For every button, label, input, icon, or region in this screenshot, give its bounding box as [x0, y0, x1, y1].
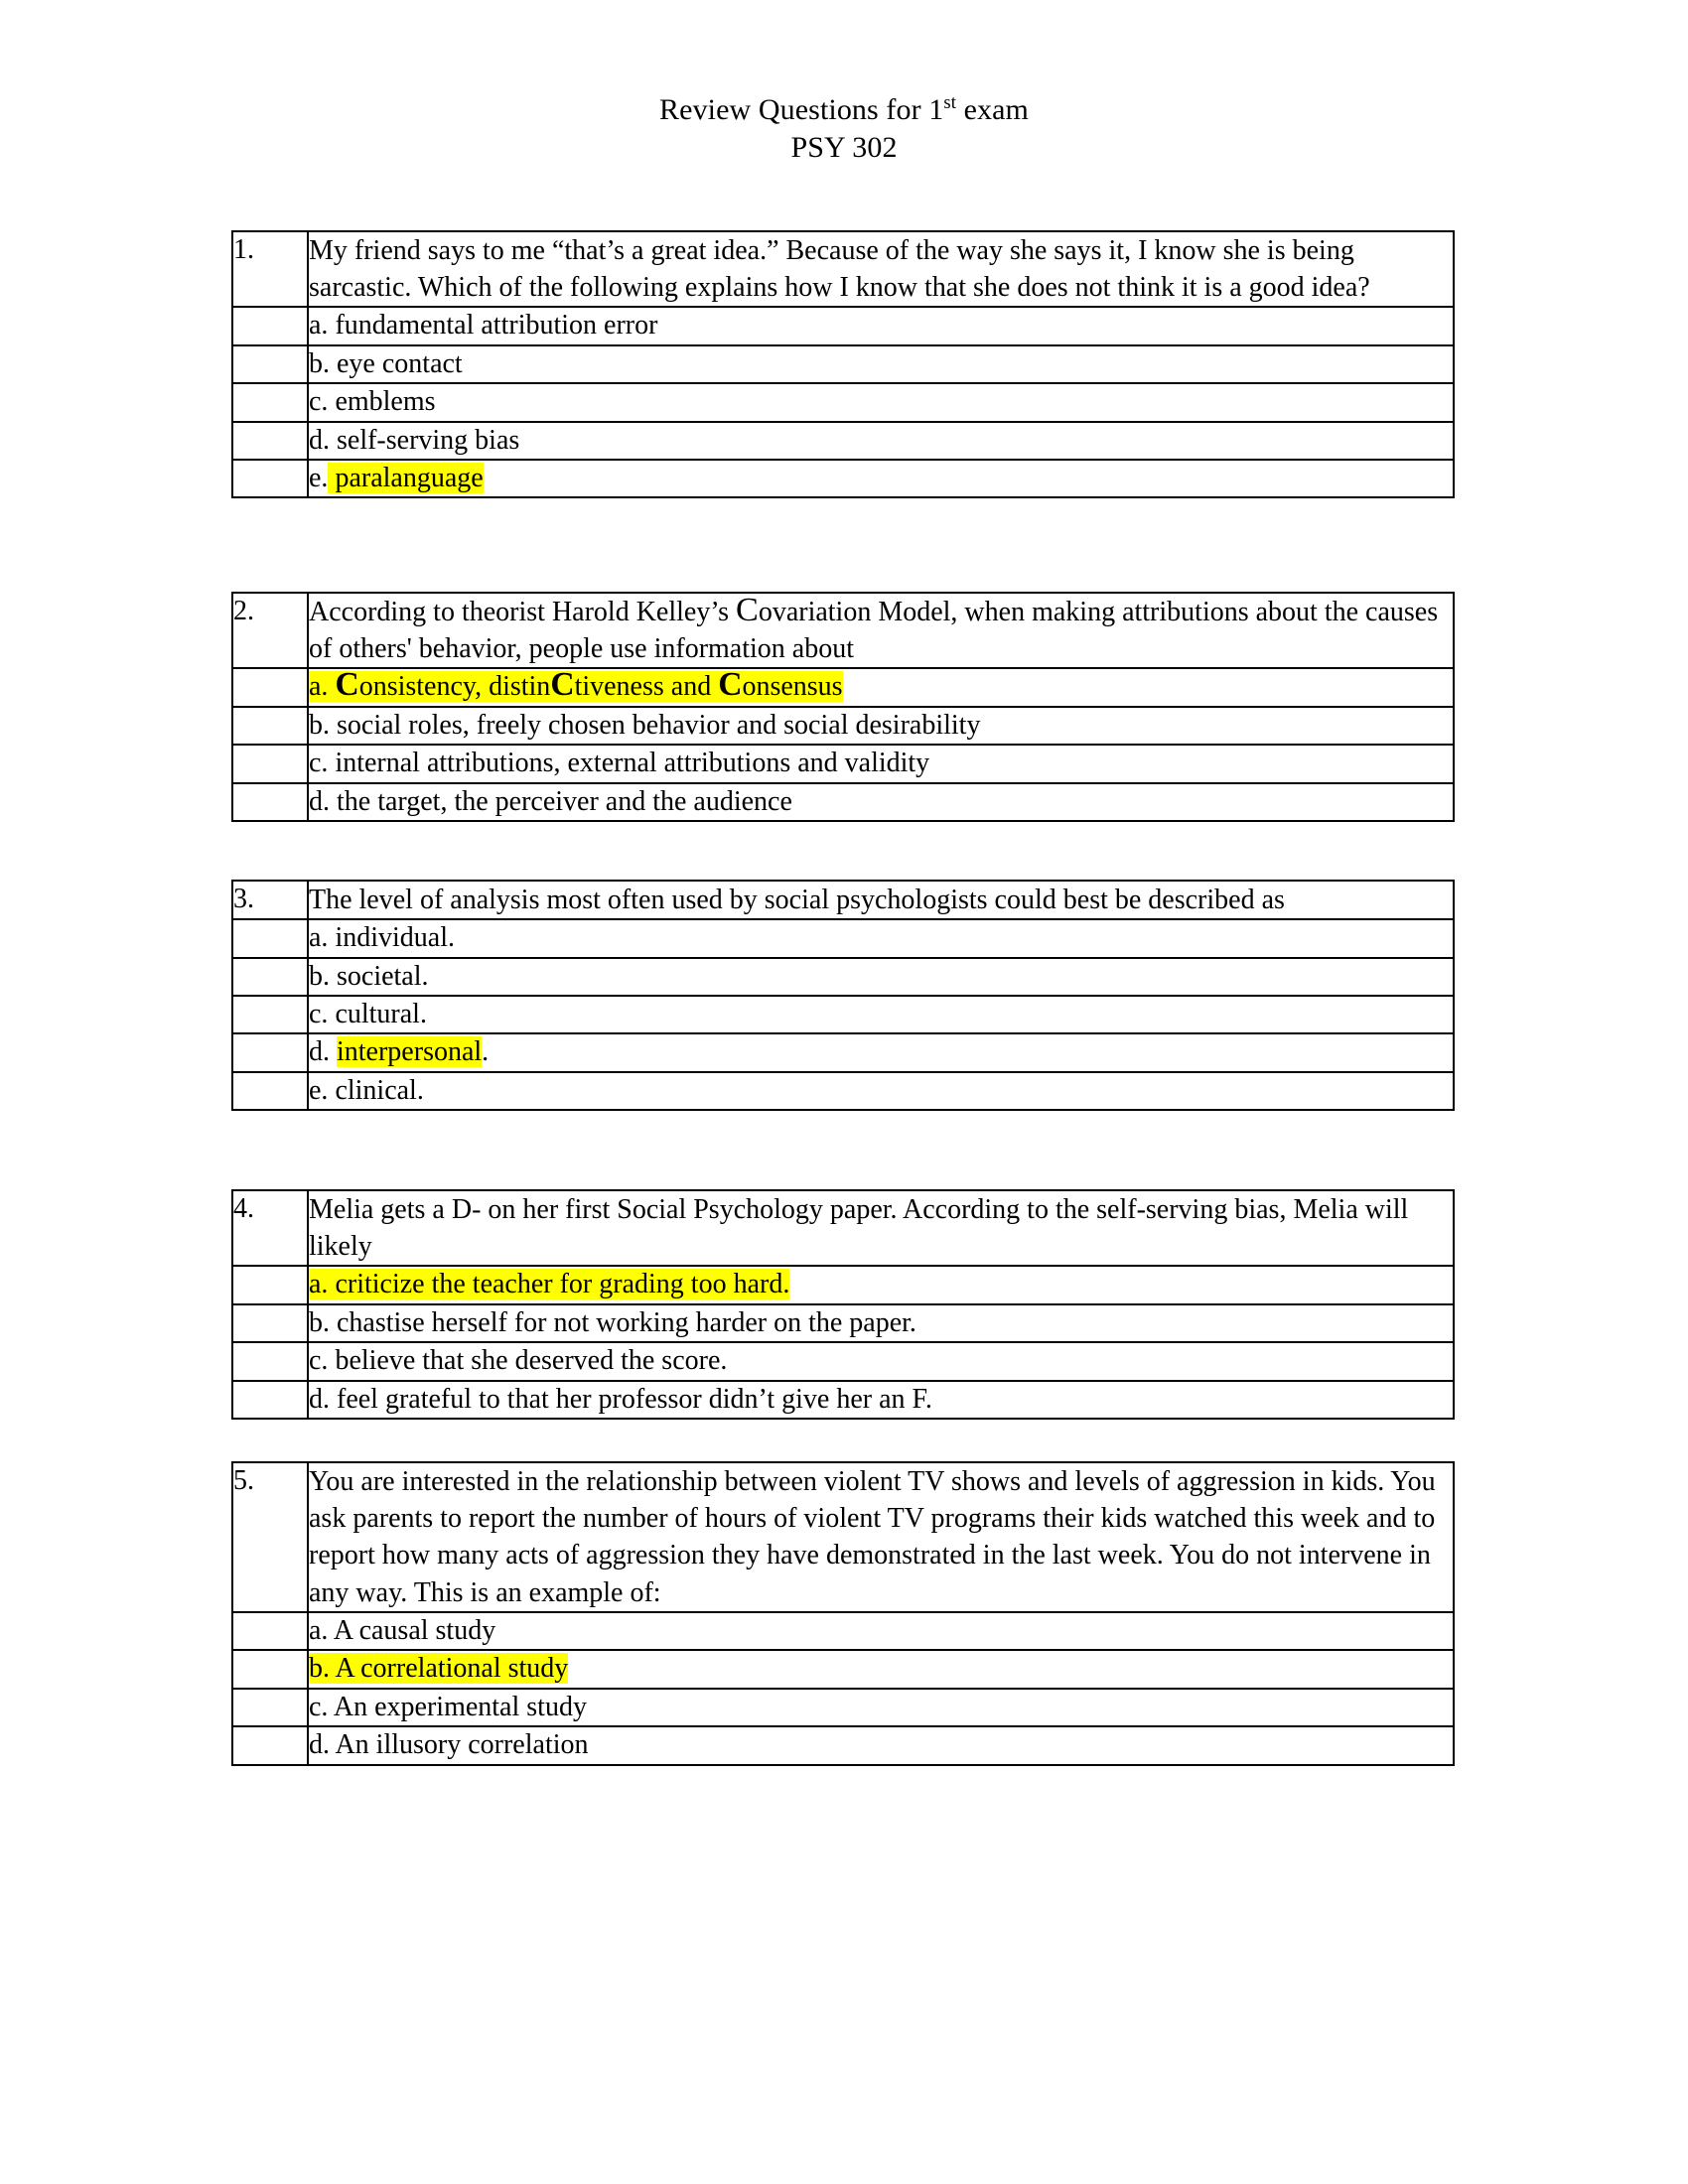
option-d[interactable] [308, 783, 1454, 821]
option-label: c. [309, 1345, 329, 1377]
option-c[interactable] [308, 745, 1454, 782]
option-e-highlighted[interactable] [308, 460, 1454, 497]
option-row[interactable] [232, 1689, 1454, 1726]
question-table-4 [231, 1189, 1455, 1420]
option-row[interactable] [232, 1033, 1454, 1071]
option-label: b. [309, 960, 330, 992]
option-c[interactable] [308, 383, 1454, 421]
option-row[interactable] [232, 307, 1454, 344]
option-row[interactable] [232, 745, 1454, 782]
option-label: d. [309, 424, 330, 456]
option-text-highlight: paralanguage [328, 463, 484, 494]
option-text: internal attributions, external attributions and validity [328, 748, 930, 779]
option-b[interactable] [308, 707, 1454, 745]
option-label: d. [309, 1729, 330, 1761]
option-text-highlight [309, 666, 843, 704]
option-row[interactable] [232, 958, 1454, 996]
option-text-highlight: interpersonal [337, 1036, 483, 1068]
option-label: b. [309, 1306, 330, 1338]
option-text: social roles, freely chosen behavior and social desirability [330, 709, 981, 741]
option-b-highlighted[interactable] [308, 1650, 1454, 1688]
option-c[interactable] [308, 996, 1454, 1033]
option-seg-emphasis: C [718, 666, 743, 704]
option-c[interactable] [308, 1689, 1454, 1726]
option-text: eye contact [330, 347, 463, 379]
option-spacer [232, 1072, 308, 1110]
option-seg-emphasis: C [550, 666, 575, 704]
option-spacer [232, 1304, 308, 1342]
option-label: a. [309, 922, 329, 954]
option-text: chastise herself for not working harder on the paper. [330, 1306, 916, 1338]
question-stem-row [232, 1462, 1454, 1612]
question-stem: The level of analysis most often used by social psychologists could best be described as [308, 881, 1454, 919]
question-table-5 [231, 1461, 1455, 1766]
option-b[interactable] [308, 345, 1454, 383]
option-text: fundamental attribution error [328, 310, 658, 341]
option-row[interactable] [232, 996, 1454, 1033]
page-title-suffix: exam [955, 93, 1029, 126]
option-spacer [232, 422, 308, 460]
option-label: d. [309, 1036, 330, 1068]
option-spacer [232, 1612, 308, 1650]
question-stem-row [232, 593, 1454, 668]
option-row[interactable] [232, 783, 1454, 821]
option-label: c. [309, 748, 329, 779]
option-d[interactable] [308, 422, 1454, 460]
option-c[interactable] [308, 1342, 1454, 1380]
question-stem [308, 593, 1454, 668]
option-text: A correlational study [330, 1653, 569, 1685]
question-block-5 [231, 1461, 1455, 1766]
option-label: b. [309, 347, 330, 379]
option-text: societal. [330, 960, 429, 992]
option-d-highlighted[interactable] [308, 1033, 1454, 1071]
option-text: A causal study [328, 1614, 496, 1646]
option-label: a. [309, 1269, 329, 1300]
option-row[interactable] [232, 345, 1454, 383]
option-e[interactable] [308, 1072, 1454, 1110]
option-a-highlighted[interactable] [308, 1266, 1454, 1303]
option-spacer [232, 783, 308, 821]
option-spacer [232, 1381, 308, 1419]
option-label: d. [309, 785, 330, 817]
option-spacer [232, 1342, 308, 1380]
option-a[interactable] [308, 307, 1454, 344]
option-text: clinical. [328, 1074, 424, 1106]
option-row[interactable] [232, 707, 1454, 745]
option-seg: a. [309, 671, 336, 703]
option-text: self-serving bias [330, 424, 520, 456]
option-label: e. [309, 1074, 329, 1106]
option-text-highlight [309, 1653, 568, 1684]
option-row[interactable] [232, 422, 1454, 460]
option-spacer [232, 707, 308, 745]
option-spacer [232, 745, 308, 782]
question-block-4 [231, 1189, 1455, 1420]
option-label: a. [309, 1614, 329, 1646]
question-block-1 [231, 230, 1455, 498]
option-d[interactable] [308, 1726, 1454, 1764]
option-row[interactable] [232, 668, 1454, 706]
question-table-3 [231, 880, 1455, 1111]
question-table-2 [231, 592, 1455, 822]
question-number: 4. [232, 1190, 308, 1266]
option-spacer [232, 345, 308, 383]
stem-part-1: According to theorist Harold Kelley’s [309, 597, 737, 627]
option-text: feel grateful to that her professor didn’t give her an F. [330, 1383, 932, 1415]
question-stem-row [232, 231, 1454, 307]
option-row[interactable] [232, 1304, 1454, 1342]
question-stem: Melia gets a D- on her first Social Psychology paper. According to the self-serving bias, Melia will likely [308, 1190, 1454, 1266]
stem-part-2: ovariation Model, when making attributions about the causes of others' behavior, people use information about [309, 597, 1439, 665]
option-a[interactable] [308, 919, 1454, 957]
stem-emphasized-letter: C [736, 592, 759, 628]
option-text: the target, the perceiver and the audience [330, 785, 792, 817]
option-row[interactable] [232, 919, 1454, 957]
option-row[interactable] [232, 1726, 1454, 1764]
option-label: c. [309, 386, 329, 418]
option-label: c. [309, 999, 329, 1030]
question-block-3 [231, 880, 1455, 1111]
question-block-2 [231, 592, 1455, 822]
document-header [0, 0, 1688, 168]
page-title-prefix: Review Questions for 1 [659, 93, 944, 126]
question-stem-row [232, 1190, 1454, 1266]
option-row[interactable] [232, 1266, 1454, 1303]
option-row[interactable] [232, 1342, 1454, 1380]
question-number: 2. [232, 593, 308, 668]
option-seg: tiveness and [574, 671, 719, 703]
option-label: e. [309, 463, 329, 494]
option-row[interactable] [232, 1381, 1454, 1419]
option-label: b. [309, 709, 330, 741]
option-text: criticize the teacher for grading too hard. [328, 1269, 790, 1300]
option-spacer [232, 958, 308, 996]
option-spacer [232, 1726, 308, 1764]
option-spacer [232, 1033, 308, 1071]
option-row[interactable] [232, 1650, 1454, 1688]
option-spacer [232, 919, 308, 957]
option-a-highlighted[interactable] [308, 668, 1454, 706]
option-text-trailing: . [482, 1036, 490, 1068]
option-b[interactable] [308, 1304, 1454, 1342]
option-text: cultural. [328, 999, 427, 1030]
option-spacer [232, 996, 308, 1033]
option-label: d. [309, 1383, 330, 1415]
option-text: An experimental study [328, 1691, 587, 1722]
option-label: b. [309, 1653, 330, 1685]
option-spacer [232, 383, 308, 421]
option-row[interactable] [232, 1612, 1454, 1650]
option-spacer [232, 307, 308, 344]
option-row[interactable] [232, 1072, 1454, 1110]
option-label: a. [309, 310, 329, 341]
option-seg: onsensus [742, 671, 843, 703]
option-text: emblems [328, 386, 436, 418]
option-spacer [232, 460, 308, 497]
question-stem: You are interested in the relationship between violent TV shows and levels of aggression in kids. You ask parents to report the number of hours of violent TV programs their kids watched this week and to report how many acts of aggression they have demonstrated in the last week. You do not intervene in any way. This is an example of: [308, 1462, 1454, 1612]
option-seg: onsistency, distin [358, 671, 551, 703]
question-table-1 [231, 230, 1455, 498]
question-number: 1. [232, 231, 308, 307]
option-text: An illusory correlation [330, 1729, 589, 1761]
page-title [0, 91, 1688, 129]
question-number: 3. [232, 881, 308, 919]
course-code: PSY 302 [790, 131, 898, 165]
option-b[interactable] [308, 958, 1454, 996]
question-stem: My friend says to me “that’s a great idea.” Because of the way she says it, I know she is being sarcastic. Which of the following explains how I know that she does not think it is a good idea? [308, 231, 1454, 307]
option-spacer [232, 1689, 308, 1726]
page-title-ordinal: st [943, 92, 956, 113]
option-a[interactable] [308, 1612, 1454, 1650]
option-label: c. [309, 1691, 329, 1722]
option-text-highlight [309, 1269, 789, 1299]
option-seg-emphasis: C [335, 666, 359, 704]
option-row[interactable] [232, 460, 1454, 497]
option-text: individual. [328, 922, 455, 954]
option-spacer [232, 668, 308, 706]
option-text: believe that she deserved the score. [328, 1345, 728, 1377]
option-spacer [232, 1266, 308, 1303]
option-row[interactable] [232, 383, 1454, 421]
option-spacer [232, 1650, 308, 1688]
option-d[interactable] [308, 1381, 1454, 1419]
question-number: 5. [232, 1462, 308, 1612]
question-stem-row [232, 881, 1454, 919]
